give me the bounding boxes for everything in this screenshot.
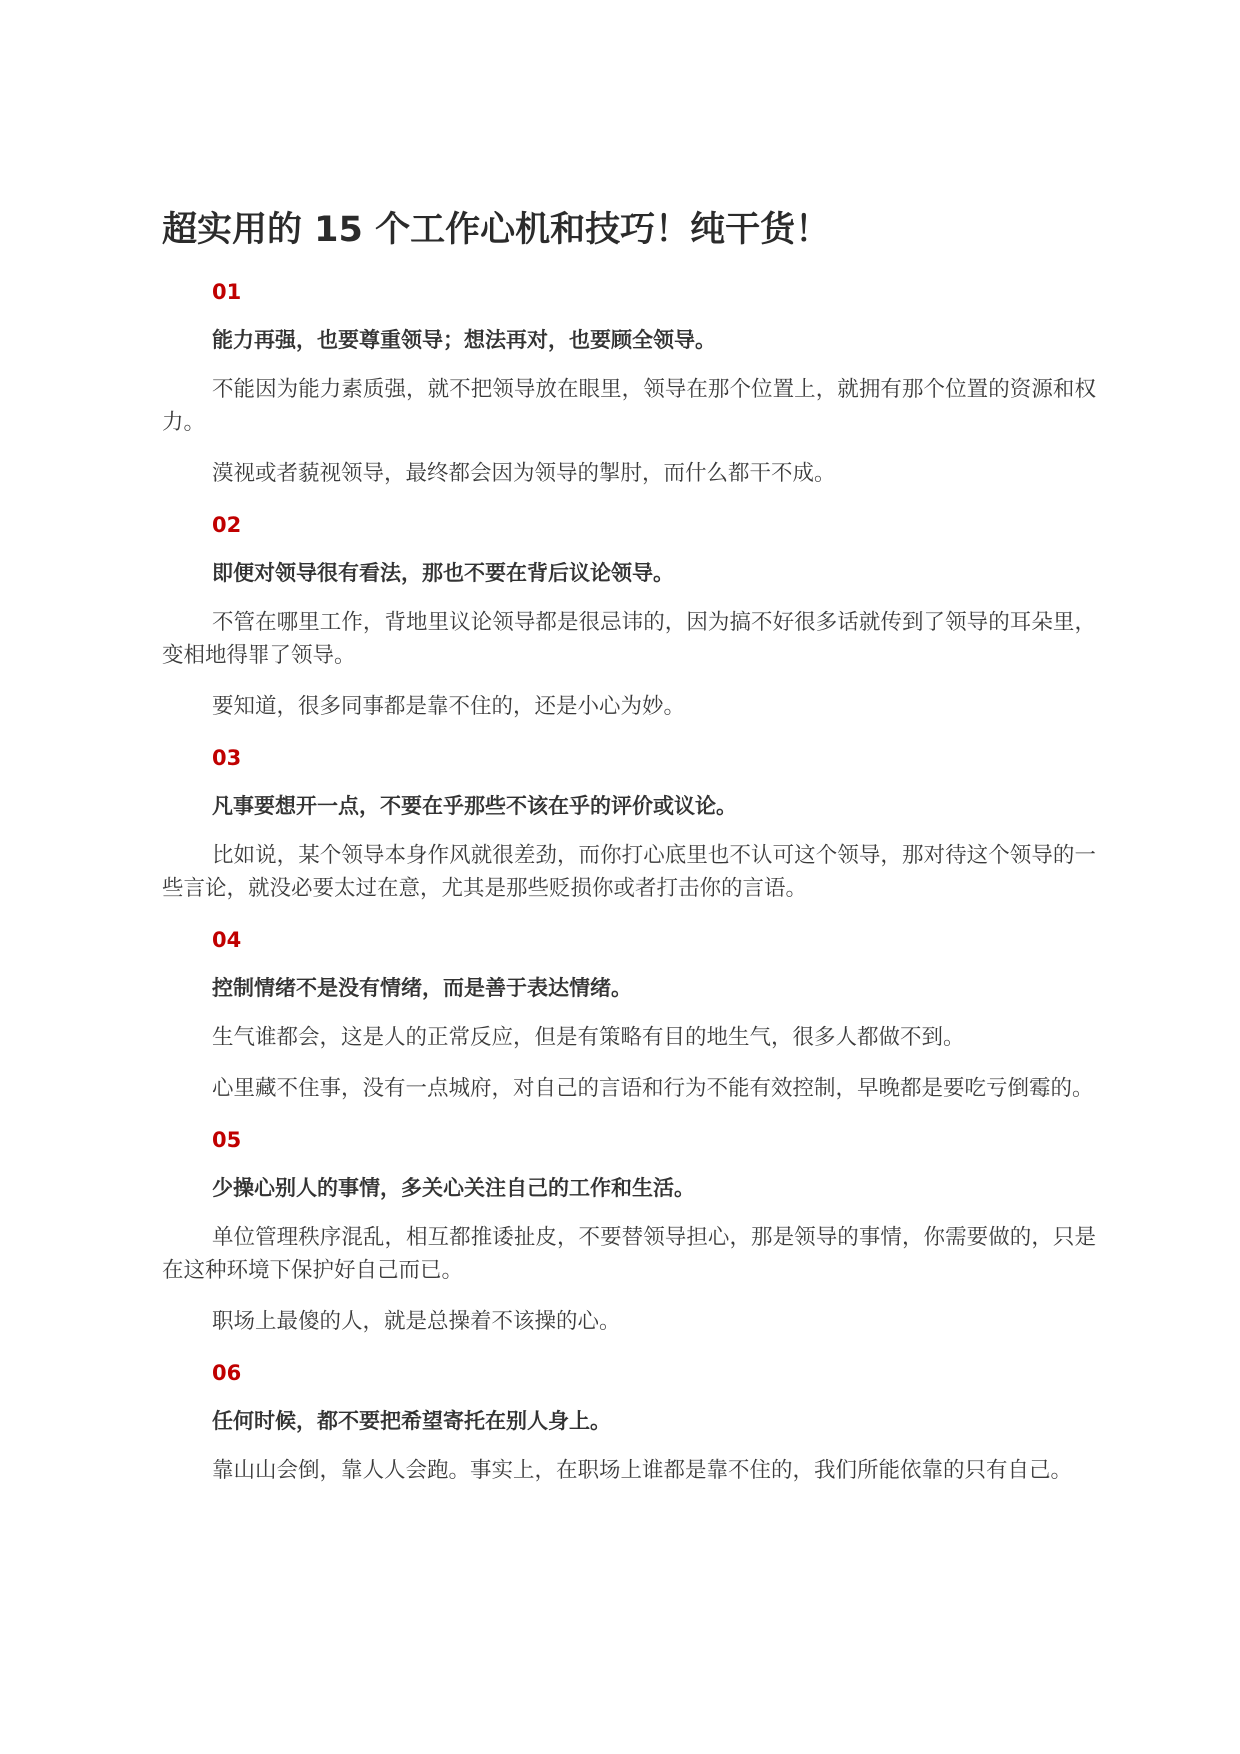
- paragraph: 不能因为能力素质强，就不把领导放在眼里，领导在那个位置上，就拥有那个位置的资源和权力。: [162, 377, 1096, 435]
- section-number: 06: [212, 1361, 242, 1385]
- section-06: [162, 1358, 1096, 1487]
- section-number: 04: [212, 928, 242, 952]
- paragraph: 单位管理秩序混乱，相互都推诿扯皮，不要替领导担心，那是领导的事情，你需要做的，只是在这种环境下保护好自己而已。: [162, 1225, 1096, 1283]
- paragraph: 不管在哪里工作，背地里议论领导都是很忌讳的，因为搞不好很多话就传到了领导的耳朵里，变相地得罪了领导。: [162, 610, 1096, 668]
- paragraph: 心里藏不住事，没有一点城府，对自己的言语和行为不能有效控制，早晚都是要吃亏倒霉的。: [212, 1076, 1094, 1101]
- section-heading: 少操心别人的事情，多关心关注自己的工作和生活。: [212, 1176, 695, 1200]
- paragraph: 生气谁都会，这是人的正常反应，但是有策略有目的地生气，很多人都做不到。: [212, 1025, 965, 1050]
- paragraph: 漠视或者藐视领导，最终都会因为领导的掣肘，而什么都干不成。: [212, 461, 836, 486]
- section-05: [162, 1125, 1096, 1338]
- section-04: [162, 925, 1096, 1105]
- section-heading: 即便对领导很有看法，那也不要在背后议论领导。: [212, 561, 674, 585]
- section-01: [162, 277, 1096, 490]
- section-heading: 控制情绪不是没有情绪，而是善于表达情绪。: [212, 976, 632, 1000]
- paragraph: 比如说，某个领导本身作风就很差劲，而你打心底里也不认可这个领导，那对待这个领导的一些言论，就没必要太过在意，尤其是那些贬损你或者打击你的言语。: [162, 843, 1096, 901]
- section-heading: 能力再强，也要尊重领导；想法再对，也要顾全领导。: [212, 328, 716, 352]
- paragraph: 要知道，很多同事都是靠不住的，还是小心为妙。: [212, 694, 686, 719]
- section-number: 05: [212, 1128, 242, 1152]
- section-number: 01: [212, 280, 242, 304]
- section-02: [162, 510, 1096, 723]
- document-body: [162, 277, 1096, 1507]
- section-number: 03: [212, 746, 242, 770]
- section-number: 02: [212, 513, 242, 537]
- paragraph: 职场上最傻的人，就是总操着不该操的心。: [212, 1309, 621, 1334]
- document-title: 超实用的 15 个工作心机和技巧！纯干货！: [162, 210, 831, 250]
- paragraph: 靠山山会倒，靠人人会跑。事实上，在职场上谁都是靠不住的，我们所能依靠的只有自己。: [212, 1458, 1073, 1483]
- section-03: [162, 743, 1096, 905]
- section-heading: 任何时候，都不要把希望寄托在别人身上。: [212, 1409, 611, 1433]
- section-heading: 凡事要想开一点，不要在乎那些不该在乎的评价或议论。: [212, 794, 737, 818]
